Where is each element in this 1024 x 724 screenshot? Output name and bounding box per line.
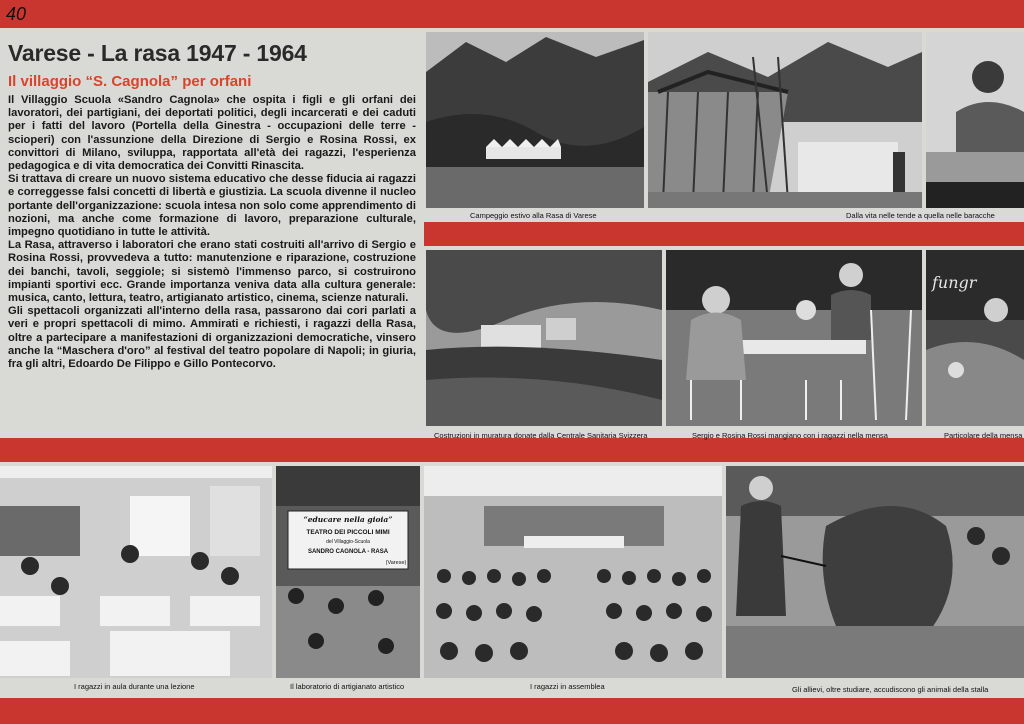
photo-caption: Dalla vita nelle tende a quella nelle baracche: [846, 211, 995, 220]
photo-mensa-detail: [926, 250, 1024, 426]
photo-camp: [426, 32, 644, 208]
photo-caption: Sergio e Rosina Rossi mangiano con i ragazzi nella mensa: [692, 431, 888, 440]
photo-caption: I ragazzi in assemblea: [530, 682, 605, 691]
divider-bar: [0, 438, 1024, 462]
article-paragraph: Si trattava di creare un nuovo sistema educativo che desse fiducia ai ragazzi e correggesse falsi concetti di libertà e giustizia. La scuola divenne il nucleo portante dell'organizzazione: scuola intesa non solo come apprendimento di nozioni, ma anche come formazione di lavoro, preparazione culturale, impegno quotidiano in tutte le attività.: [8, 173, 416, 239]
article-text-box: [4, 36, 422, 436]
article-paragraph: Gli spettacoli organizzati all'interno della rasa, passarono dai cori parlati a veri e propri spettacoli di mimo. Ammirati e richiesti, i ragazzi della Rasa, oltre a partecipare a manifestazioni di organizzazioni democratiche, vinsero anche la “Maschera d'oro” al festival del teatro popolare di Napoli; in giuria, fra gli altri, Edoardo De Filippo e Gillo Pontecorvo.: [8, 305, 416, 371]
article-title: Varese - La rasa 1947 - 1964: [8, 40, 307, 66]
article-body: [8, 94, 416, 371]
divider-bar: [424, 222, 1024, 246]
article-subtitle: Il villaggio “S. Cagnola” per orfani: [8, 73, 252, 90]
photo-caption: Costruzioni in muratura donate dalla Centrale Sanitaria Svizzera: [434, 431, 648, 440]
photo-stalla: [726, 466, 1024, 678]
photo-laboratorio: [276, 466, 420, 678]
photo-buildings: [426, 250, 662, 426]
photo-worker: [926, 32, 1024, 208]
photo-caption: I ragazzi in aula durante una lezione: [74, 682, 195, 691]
sign-line: “educare nella gioia”: [303, 515, 393, 524]
article-paragraph: Il Villaggio Scuola «Sandro Cagnola» che ospita i figli e gli orfani dei lavoratori, dei partigiani, dei deportati politici, degli incarcerati e dei caduti per i fatti del lavoro (Portella della Ginestra - occupazioni delle terre - scioperi) con l'assunzione della Direzione di Sergio e Rosina Rossi, ex convittori di Milano, sviluppa, rapportata all'età dei ragazzi, l'esperienza pedagogica e di vita democratica dei Convitti Rinascita.: [8, 94, 416, 173]
sign-line: (Varese): [385, 560, 407, 566]
sign-line: SANDRO CAGNOLA - RASA: [307, 549, 389, 555]
page-number: 40: [6, 4, 27, 24]
photo-caption: Campeggio estivo alla Rasa di Varese: [470, 211, 597, 220]
photo-caption: Particolare della mensa: [944, 431, 1023, 440]
mensa-sign: fungr: [932, 273, 977, 292]
photo-huts: [648, 32, 922, 208]
sign-line: del Villaggio-Scuola: [326, 539, 370, 545]
photo-aula: [0, 466, 272, 678]
photo-caption: Gli allievi, oltre studiare, accudiscono gli animali della stalla: [792, 685, 989, 694]
photo-assemblea: [424, 466, 722, 678]
article-paragraph: La Rasa, attraverso i laboratori che erano stati costruiti all'arrivo di Sergio e Rosina Rossi, provvedeva a tutto: manutenzione e riparazione, costruzione dei banchi, tavoli, seggiole; si sistemò l'immenso parco, si costruirono impianti sportivi ecc. Grande importanza veniva data alla cultura generale: musica, canto, lettura, teatro, artigianato artistico, cinema, scienze naturali.: [8, 239, 416, 305]
photo-caption: Il laboratorio di artigianato artistico: [290, 682, 405, 691]
photo-mensa: [666, 250, 922, 426]
sign-line: TEATRO DEI PICCOLI MIMI: [306, 529, 390, 536]
